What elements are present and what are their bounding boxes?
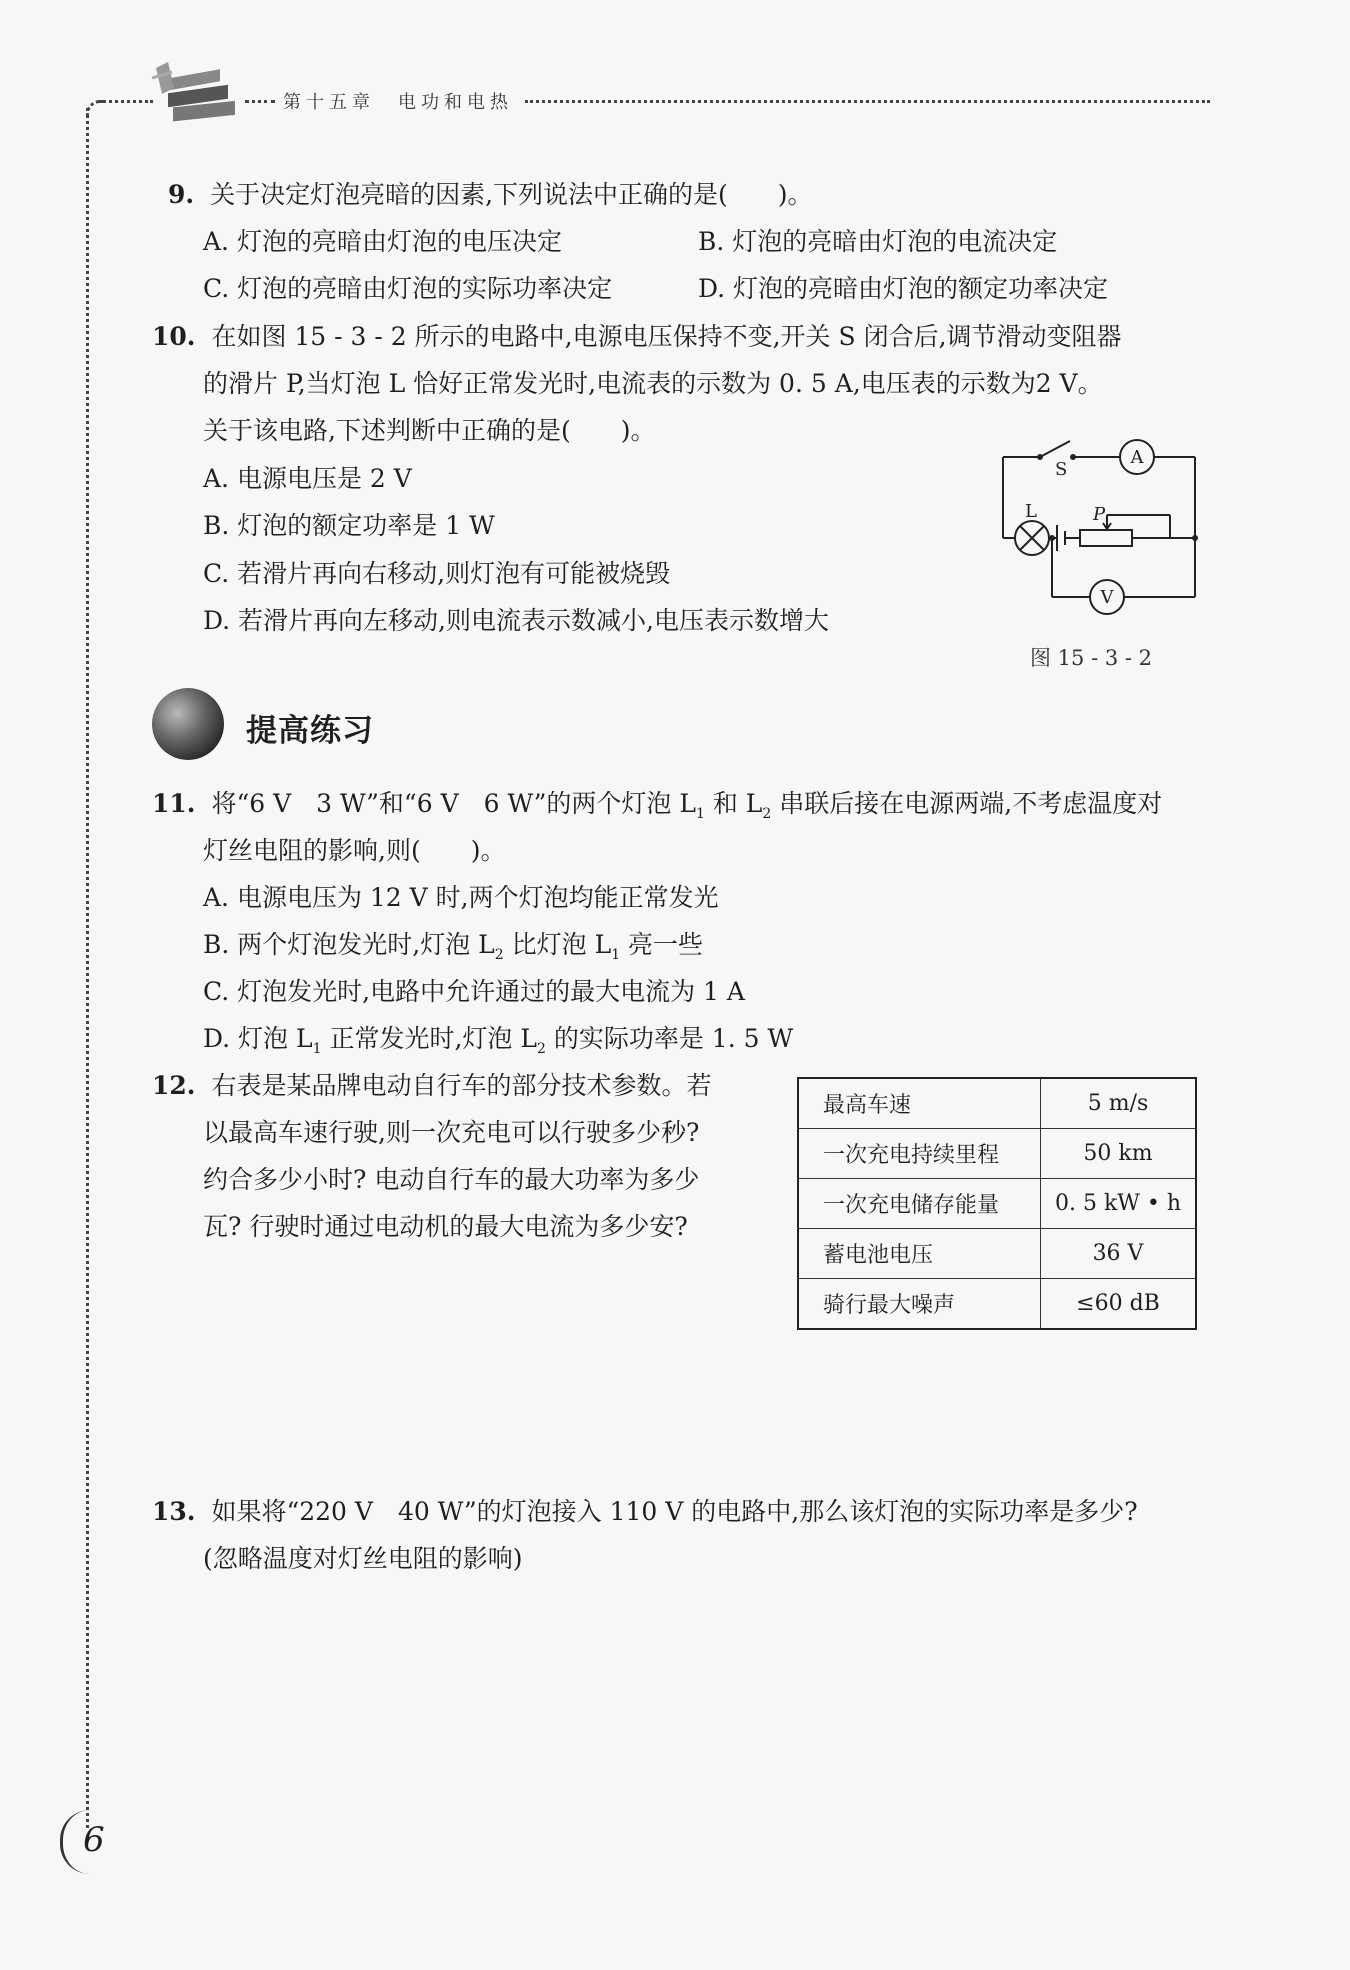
text-segment: 将“6 V 3 W”和“6 V 6 W”的两个灯泡 L <box>211 789 696 818</box>
text-segment: 亮一些 <box>620 930 704 959</box>
question-stem-line: 的滑片 P,当灯泡 L 恰好正常发光时,电流表的示数为 0. 5 A,电压表的示数为2 V。 <box>203 369 1103 398</box>
question-stem-line: (忽略温度对灯丝电阻的影响) <box>203 1544 523 1573</box>
text-segment: 串联后接在电源两端,不考虑温度对 <box>771 789 1163 818</box>
option-d: D. 若滑片再向左移动,则电流表示数减小,电压表示数增大 <box>203 606 829 635</box>
ammeter-label: A <box>1130 447 1144 468</box>
param-cell: 蓄电池电压 <box>798 1229 1041 1279</box>
books-logo-icon <box>148 58 248 138</box>
question-stem-line: 瓦? 行驶时通过电动机的最大电流为多少安? <box>203 1212 688 1241</box>
voltmeter-label: V <box>1100 587 1114 608</box>
param-cell: 骑行最大噪声 <box>798 1279 1041 1330</box>
question-stem-line: 灯丝电阻的影响,则( )。 <box>203 836 506 865</box>
subscript: 2 <box>536 1041 546 1057</box>
question-stem-line: 右表是某品牌电动自行车的部分技术参数。若 <box>211 1071 712 1100</box>
question-number: 12. <box>152 1071 196 1100</box>
spec-table <box>797 1077 1197 1330</box>
option-b <box>203 928 703 972</box>
question-stem-line: 在如图 15 - 3 - 2 所示的电路中,电源电压保持不变,开关 S 闭合后,调节滑动变阻器 <box>211 322 1122 351</box>
text-segment: D. 灯泡 L <box>203 1024 313 1053</box>
question-12 <box>152 1069 711 1103</box>
option-a: A. 电源电压为 12 V 时,两个灯泡均能正常发光 <box>203 883 719 912</box>
table-row <box>798 1179 1196 1229</box>
text-segment: 正常发光时,灯泡 L <box>321 1024 537 1053</box>
table-row <box>798 1229 1196 1279</box>
option-d <box>203 1022 793 1066</box>
question-11 <box>152 787 1162 831</box>
header-rule-right <box>525 100 1210 103</box>
table-row <box>798 1129 1196 1179</box>
slider-label: P <box>1093 504 1106 525</box>
switch-label: S <box>1055 459 1068 480</box>
subscript: 1 <box>611 947 621 963</box>
subscript: 1 <box>695 806 705 822</box>
text-segment: 和 L <box>704 789 763 818</box>
question-stem: 关于决定灯泡亮暗的因素,下列说法中正确的是( )。 <box>210 180 813 209</box>
param-cell: 一次充电持续里程 <box>798 1129 1041 1179</box>
question-stem-line: 关于该电路,下述判断中正确的是( )。 <box>203 416 656 445</box>
question-stem-line: 以最高车速行驶,则一次充电可以行驶多少秒? <box>203 1118 700 1147</box>
header-rule-mid <box>245 100 275 103</box>
subscript: 2 <box>494 947 504 963</box>
option-c: C. 若滑片再向右移动,则灯泡有可能被烧毁 <box>203 559 671 588</box>
question-9 <box>168 178 813 212</box>
option-d: D. 灯泡的亮暗由灯泡的额定功率决定 <box>698 274 1109 303</box>
globe-icon <box>152 688 224 760</box>
option-b: B. 灯泡的额定功率是 1 W <box>203 511 495 540</box>
subscript: 2 <box>762 806 772 822</box>
value-cell: ≤60 dB <box>1041 1279 1197 1330</box>
value-cell: 36 V <box>1041 1229 1197 1279</box>
question-number: 13. <box>152 1497 196 1526</box>
question-10 <box>152 320 1122 354</box>
question-stem-line <box>211 789 1163 822</box>
option-a: A. 灯泡的亮暗由灯泡的电压决定 <box>203 227 562 256</box>
option-c: C. 灯泡的亮暗由灯泡的实际功率决定 <box>203 274 613 303</box>
value-cell: 5 m/s <box>1041 1078 1197 1129</box>
lamp-label: L <box>1025 501 1037 522</box>
circuit-diagram <box>995 435 1205 635</box>
page-number: 6 <box>83 1820 105 1860</box>
question-stem-line: 如果将“220 V 40 W”的灯泡接入 110 V 的电路中,那么该灯泡的实际功率是多少? <box>211 1497 1138 1526</box>
table-row <box>798 1078 1196 1129</box>
chapter-title: 第十五章 电功和电热 <box>283 92 513 113</box>
question-number: 9. <box>168 180 195 209</box>
value-cell: 50 km <box>1041 1129 1197 1179</box>
value-cell: 0. 5 kW • h <box>1041 1179 1197 1229</box>
text-segment: 比灯泡 L <box>503 930 612 959</box>
rheostat-icon <box>1080 530 1132 546</box>
param-cell: 最高车速 <box>798 1078 1041 1129</box>
text-segment: 的实际功率是 1. 5 W <box>545 1024 794 1053</box>
page-border-dotted <box>86 108 89 1828</box>
header-rule-left <box>98 100 153 103</box>
question-13 <box>152 1495 1138 1529</box>
page-number-badge <box>60 1810 119 1874</box>
param-cell: 一次充电储存能量 <box>798 1179 1041 1229</box>
question-stem-line: 约合多少小时? 电动自行车的最大功率为多少 <box>203 1165 700 1194</box>
text-segment: B. 两个灯泡发光时,灯泡 L <box>203 930 495 959</box>
option-c: C. 灯泡发光时,电路中允许通过的最大电流为 1 A <box>203 977 745 1006</box>
table-row <box>798 1279 1196 1330</box>
figure-caption: 图 15 - 3 - 2 <box>1030 646 1153 670</box>
option-a: A. 电源电压是 2 V <box>203 464 412 493</box>
option-b: B. 灯泡的亮暗由灯泡的电流决定 <box>698 227 1058 256</box>
question-number: 10. <box>152 322 196 351</box>
section-title: 提高练习 <box>246 713 374 749</box>
question-number: 11. <box>152 789 196 818</box>
subscript: 1 <box>312 1041 322 1057</box>
